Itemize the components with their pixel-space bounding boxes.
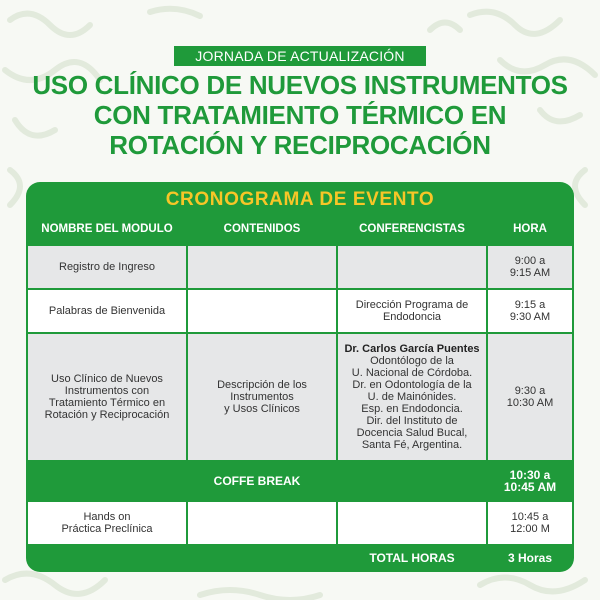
schedule-card <box>26 182 574 572</box>
row-speaker <box>338 334 486 460</box>
schedule-title: CRONOGRAMA DE EVENTO <box>165 189 435 210</box>
row-speaker: Dirección Programa de Endodoncia <box>338 290 486 332</box>
row-contents <box>188 246 336 288</box>
row-time: 9:30 a 10:30 AM <box>488 334 572 460</box>
row-module: Registro de Ingreso <box>28 246 186 288</box>
coffee-break-label: COFFE BREAK <box>213 474 301 488</box>
row-contents <box>188 290 336 332</box>
row-module: Palabras de Bienvenida <box>28 290 186 332</box>
row-module: Uso Clínico de Nuevos Instrumentos con Tratamiento Térmico en Rotación y Reciprocación <box>28 334 186 460</box>
row-contents <box>188 502 336 544</box>
total-hours-label: TOTAL HORAS <box>369 551 455 565</box>
speaker-bio: Odontólogo de la U. Nacional de Córdoba. Dr. en Odontología de la U. de Mainónides. Esp. en Endodoncia. Dir. del Instituto de Docencia Salud Bucal, Santa Fé, Argentina. <box>351 355 473 451</box>
title-line: ROTACIÓN Y RECIPROCACIÓN <box>109 130 491 160</box>
header-speakers: CONFERENCISTAS <box>359 223 465 235</box>
row-speaker <box>338 502 486 544</box>
row-time: 9:00 a 9:15 AM <box>488 246 572 288</box>
event-type-badge: JORNADA DE ACTUALIZACIÓN <box>174 46 426 66</box>
total-hours-value: 3 Horas <box>507 551 553 565</box>
row-contents: Descripción de los Instrumentos y Usos Clínicos <box>188 334 336 460</box>
coffee-break-time: 10:30 a 10:45 AM <box>503 468 557 494</box>
header-time: HORA <box>513 223 547 235</box>
header-contents: CONTENIDOS <box>223 223 301 235</box>
row-time: 9:15 a 9:30 AM <box>488 290 572 332</box>
row-module: Hands on Práctica Preclínica <box>28 502 186 544</box>
row-time: 10:45 a 12:00 M <box>488 502 572 544</box>
header-module: NOMBRE DEL MODULO <box>41 223 173 235</box>
title-line: USO CLÍNICO DE NUEVOS INSTRUMENTOS <box>32 70 568 100</box>
title-line: CON TRATAMIENTO TÉRMICO EN <box>93 100 507 130</box>
row-speaker <box>338 246 486 288</box>
page-title <box>0 70 600 160</box>
speaker-name: Dr. Carlos García Puentes <box>344 343 480 355</box>
